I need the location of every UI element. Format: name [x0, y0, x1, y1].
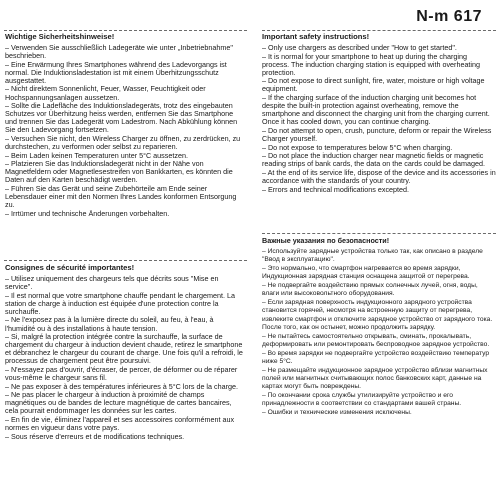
instruction-item: – Если зарядная поверхность индукционного зарядного устройства становится горячей, несмотря на встроенную защиту от перегрева, извлеките смартфон и отключите зарядное устройство от зарядного тока. После того, как он остынет, можно продолжить зарядку.	[262, 299, 493, 331]
instruction-item: – It is normal for your smartphone to heat up during the charging process. The induction charging station is equipped with overheating protection.	[262, 51, 481, 77]
section-heading: Wichtige Sicherheitshinweise!	[5, 32, 115, 41]
instruction-item: – N'essayez pas d'ouvrir, d'écraser, de percer, de déformer ou de réparer vous-même le chargeur sans fil.	[5, 364, 238, 382]
instruction-item: – Eine Erwärmung Ihres Smartphones während des Ladevorgangs ist normal. Die Induktionsladestation ist mit einem Überhitzungsschutz ausgestattet.	[5, 59, 227, 85]
instruction-item: – Ne l'exposez pas à la lumière directe du soleil, au feu, à l'eau, à l'humidité ou à des installations à haute tension.	[5, 315, 214, 333]
instruction-item: – Это нормально, что смартфон нагревается во время зарядки, Индукционная зарядная станция оснащена защитой от перегрева.	[262, 265, 470, 281]
instruction-list	[262, 44, 496, 194]
instruction-item: – Do not place the induction charger near magnetic fields or magnetic reading strips of bank cards, the data on the cards could be damaged.	[262, 151, 485, 169]
instruction-list	[262, 248, 496, 417]
section-heading: Consignes de sécurité importantes!	[5, 263, 135, 272]
instruction-item: – Do not expose to direct sunlight, fire, water, moisture or high voltage equipment.	[262, 76, 485, 94]
instruction-item: – Ne pas exposer à des températures inférieures à 5°C lors de la charge.	[5, 381, 238, 391]
english-safety-section	[262, 33, 496, 194]
russian-safety-section	[262, 237, 496, 418]
model-number: N-m 617	[416, 8, 482, 25]
instruction-item: – Ошибки и технические изменения исключены.	[262, 408, 412, 416]
divider-top-left	[4, 30, 247, 31]
instruction-item: – По окончании срока службы утилизируйте устройство и его принадлежности в соответствии со стандартами вашей страны.	[262, 391, 462, 408]
section-heading: Important safety instructions!	[262, 32, 370, 41]
section-heading: Важные указания по безопасности!	[262, 236, 390, 245]
instruction-item: – Only use chargers as described under "How to get started".	[262, 43, 457, 53]
instruction-item: – Führen Sie das Gerät und seine Zubehörteile am Ende seiner Lebensdauer einer mit den Normen Ihres Landes konformen Entsorgung zu.	[5, 184, 237, 210]
divider-mid-right	[262, 233, 496, 234]
instruction-item: – Во время зарядки не подвергайте устройство воздействию температур ниже 5°C.	[262, 349, 490, 365]
instruction-item: – Beim Laden keinen Temperaturen unter 5°C aussetzen.	[5, 150, 188, 160]
instruction-item: – Si, malgré la protection intégrée contre la surchauffe, la surface de chargement du chargeur à induction devient chaude, retirez le smartphone et débranchez le chargeur du courant de charge. Une fois qu'il a refroidi, le processus de chargement peut être poursuivi.	[5, 332, 243, 366]
instruction-list	[5, 44, 245, 218]
instruction-item: – Sous réserve d'erreurs et de modifications techniques.	[5, 431, 185, 441]
instruction-item: – Do not attempt to open, crush, puncture, deform or repair the Wireless Charger yourself.	[262, 125, 492, 143]
instruction-item: – En fin de vie, éliminez l'appareil et ses accessoires conformément aux normes en vigueur dans votre pays.	[5, 415, 235, 433]
instruction-list	[5, 275, 245, 441]
instruction-item: – Platzieren Sie das Induktionsladegerät nicht in der Nähe von Magnetfeldern oder Magnetlesestreifen von Bankkarten, es könnten die Daten auf den Karten beschädigt werden.	[5, 159, 233, 185]
instruction-item: – Nicht direktem Sonnenlicht, Feuer, Wasser, Feuchtigkeit oder Hochspannungsanlagen aussetzen.	[5, 84, 206, 102]
instruction-item: – Versuchen Sie nicht, den Wireless Charger zu öffnen, zu zerdrücken, zu durchstechen, zu verformen oder selbst zu reparieren.	[5, 133, 241, 151]
instruction-item: – Не пытайтесь самостоятельно открывать, сминать, прокалывать, деформировать или ремонтировать беспроводное зарядное устройство.	[262, 332, 490, 348]
divider-mid-left	[4, 260, 247, 261]
instruction-item: – Verwenden Sie ausschließlich Ladegeräte wie unter „Inbetriebnahme" beschrieben.	[5, 43, 233, 61]
instruction-item: – Utilisez uniquement des chargeurs tels que décrits sous "Mise en service".	[5, 274, 219, 292]
instruction-item: – At the end of its service life, dispose of the device and its accessories in accordance with the standards of your country.	[262, 167, 496, 185]
instruction-item: – Sollte die Ladefläche des Induktionsladegeräts, trotz des eingebauten Schutzes vor Überhitzung heiss werden, entfernen Sie das Smartphone und trennen Sie das Ladegerät vom Ladestrom. Nach Abkühlung können Sie den Ladevorgang fortsetzen.	[5, 101, 238, 135]
instruction-item: – Ne pas placer le chargeur à induction à proximité de champs magnétiques ou de bandes de lecture magnétique de cartes bancaires, cela pourrait endommager les données sur les cartes.	[5, 390, 232, 416]
instruction-item: – Il est normal que votre smartphone chauffe pendant le chargement. La station de charge à induction est équipée d'une protection contre la surchauffe.	[5, 290, 236, 316]
instruction-item: – Не размещайте индукционное зарядное устройство вблизи магнитных полей или магнитных считывающих полос банковских карт, данные на картах могут быть повреждены.	[262, 366, 488, 391]
french-safety-section	[5, 264, 245, 441]
instruction-item: – Используйте зарядные устройства только так, как описано в разделе "Ввод в эксплуатацию".	[262, 248, 483, 264]
instruction-item: – If the charging surface of the induction charging unit becomes hot despite the built-in protection against overheating, remove the smartphone and disconnect the charging unit from the charging current. Once it has cooled down, you can continue charging.	[262, 93, 490, 127]
german-safety-section	[5, 33, 245, 218]
instruction-item: – Не подвергайте воздействию прямых солнечных лучей, огня, воды, влаги или высоковольтного оборудования.	[262, 282, 478, 298]
instruction-item: – Irrtümer und technische Änderungen vorbehalten.	[5, 208, 170, 218]
divider-top-right	[262, 30, 496, 31]
instruction-item: – Errors and technical modifications excepted.	[262, 184, 410, 194]
instruction-item: – Do not expose to temperatures below 5°C when charging.	[262, 142, 453, 152]
